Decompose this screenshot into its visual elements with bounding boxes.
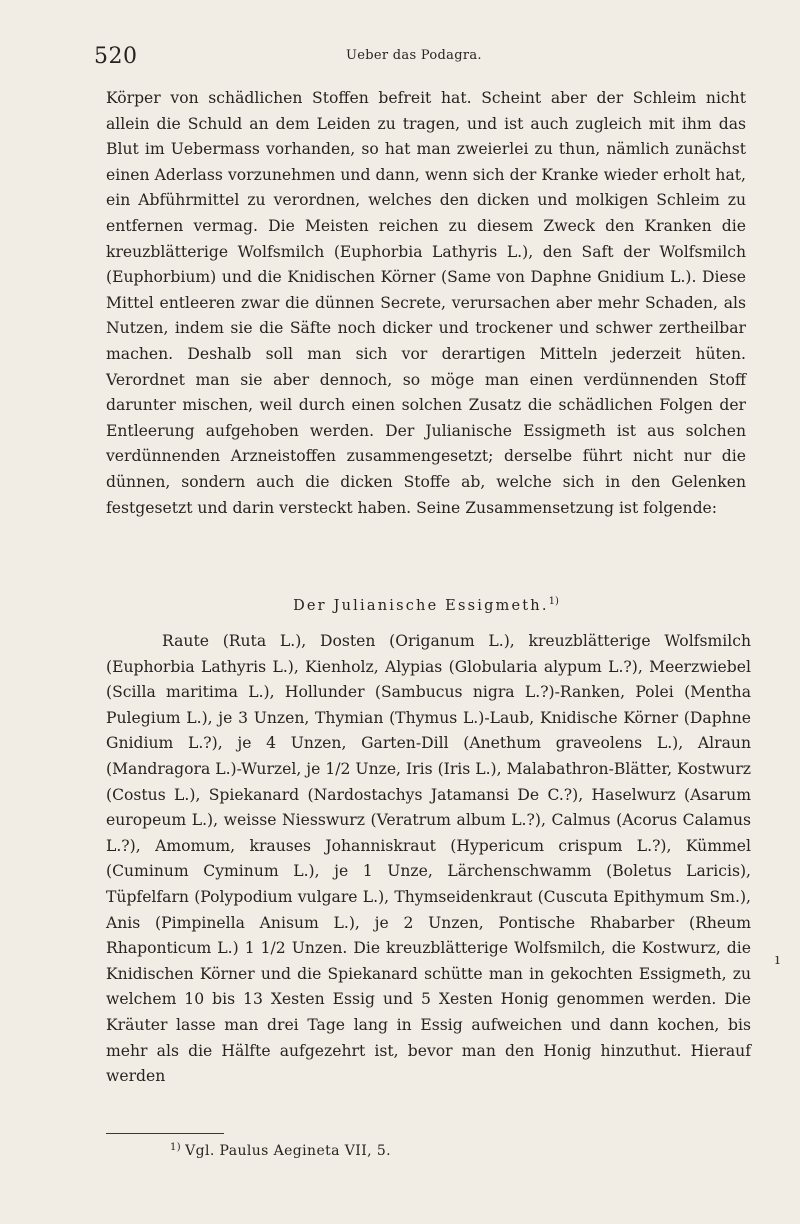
- footnote: [170, 1142, 391, 1159]
- recipe-text: [106, 629, 751, 1090]
- margin-mark: ı: [775, 950, 780, 968]
- section-footnote-mark: 1): [548, 596, 559, 607]
- page-number: 520: [94, 44, 138, 69]
- running-head: Ueber das Podagra.: [346, 48, 482, 63]
- footnote-rule: [106, 1133, 224, 1134]
- section-title: Der Julianische Essigmeth.: [293, 598, 549, 614]
- body-paragraph: Körper von schädlichen Stoffen befreit hat. Scheint aber der Schleim nicht allein die Schuld an dem Leiden zu tragen, und ist auch zugleich mit ihm das Blut im Uebermass vorhanden, so hat man zweierlei zu thun, nämlich zunächst einen Aderlass vorzunehmen und dann, wenn sich der Kranke wieder erholt hat, ein Abführmittel zu verordnen, welches den dicken und molkigen Schleim zu entfernen vermag. Die Meisten reichen zu diesem Zweck den Kranken die kreuzblätterige Wolfsmilch (Euphorbia Lathyris L.), den Saft der Wolfsmilch (Euphorbium) und die Knidischen Körner (Same von Daphne Gnidium L.). Diese Mittel entleeren zwar die dünnen Secrete, verursachen aber mehr Schaden, als Nutzen, indem sie die Säfte noch dicker und trockener und schwer zertheilbar machen. Deshalb soll man sich vor derartigen Mitteln jederzeit hüten. Verordnet man sie aber dennoch, so möge man einen verdünnenden Stoff darunter mischen, weil durch einen solchen Zusatz die schädlichen Folgen der Entleerung aufgehoben werden. Der Julianische Essigmeth ist aus solchen verdünnenden Arzneistoffen zusammengesetzt; derselbe führt nicht nur die dünnen, sondern auch die dicken Stoffe ab, welche sich in den Gelenken festgesetzt und darin versteckt haben. Seine Zusammensetzung ist folgende:: [106, 89, 746, 517]
- recipe-paragraph: Raute (Ruta L.), Dosten (Origanum L.), kreuzblätterige Wolfsmilch (Euphorbia Lathyris L.), Kienholz, Alypias (Globularia alypum L.?), Meerzwiebel (Scilla maritima L.), Hollunder (Sambucus nigra L.?)-Ranken, Polei (Mentha Pulegium L.), je 3 Unzen, Thymian (Thymus L.)-Laub, Knidische Körner (Daphne Gnidium L.?), je 4 Unzen, Garten-Dill (Anethum graveolens L.), Alraun (Mandragora L.)-Wurzel, je 1/2 Unze, Iris (Iris L.), Malabathron-Blätter, Kostwurz (Costus L.), Spiekanard (Nardostachys Jatamansi De C.?), Haselwurz (Asarum europeum L.), weisse Niesswurz (Veratrum album L.?), Calmus (Acorus Calamus L.?), Amomum, krauses Johanniskraut (Hypericum crispum L.?), Kümmel (Cuminum Cyminum L.), je 1 Unze, Lärchenschwamm (Boletus Laricis), Tüpfelfarn (Polypodium vulgare L.), Thymseidenkraut (Cuscuta Epithymum Sm.), Anis (Pimpinella Anisum L.), je 2 Unzen, Pontische Rhabarber (Rheum Rhaponticum L.) 1 1/2 Unzen. Die kreuzblätterige Wolfsmilch, die Kostwurz, die Knidischen Körner und die Spiekanard schütte man in gekochten Essigmeth, zu welchem 10 bis 13 Xesten Essig und 5 Xesten Honig genommen werden. Die Kräuter lasse man drei Tage lang in Essig aufweichen und dann kochen, bis mehr als die Hälfte aufgezehrt ist, bevor man den Honig hinzuthut. Hierauf werden: [106, 632, 751, 1086]
- footnote-text: Vgl. Paulus Aegineta VII, 5.: [185, 1143, 391, 1159]
- body-text: [106, 86, 746, 521]
- section-heading: [106, 596, 746, 614]
- page-header: [94, 40, 754, 80]
- footnote-number: 1): [170, 1142, 182, 1153]
